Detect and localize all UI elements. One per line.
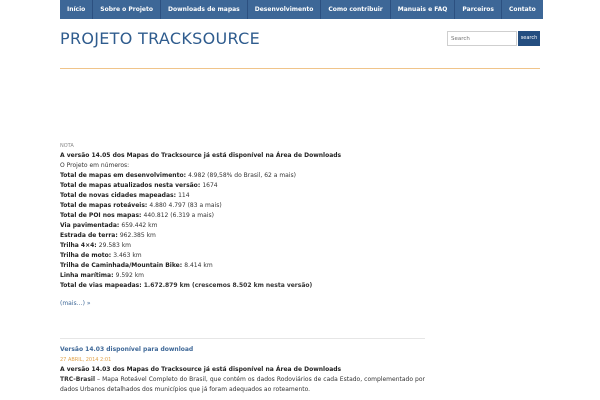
stat-value: 4.880 4.797 (83 a mais) xyxy=(149,202,222,209)
nav-item-como-contribuir[interactable]: Como contribuir xyxy=(321,0,390,19)
nav-item-contato[interactable]: Contato xyxy=(509,6,536,13)
stat-value: 1674 xyxy=(202,182,218,189)
post-trc-paragraph xyxy=(60,375,425,395)
stat-separator: : xyxy=(115,232,120,239)
stat-separator: : xyxy=(94,242,99,249)
stat-row xyxy=(60,221,425,231)
stat-row xyxy=(60,281,425,291)
stat-label: Trilha de Caminhada/Mountain Bike xyxy=(60,262,180,269)
post-lead: A versão 14.03 dos Mapas do Tracksource já está disponível na Área de Downloads xyxy=(60,366,342,373)
stat-value: 9.592 km xyxy=(115,272,145,279)
main-navigation xyxy=(60,0,543,19)
nav-item-downloads[interactable]: Downloads de mapas xyxy=(161,0,248,19)
stat-separator: : xyxy=(139,282,144,289)
stat-separator: : xyxy=(197,182,203,189)
stat-label: Trilha de moto xyxy=(60,252,109,259)
post-lead: A versão 14.05 dos Mapas do Tracksource já está disponível na Área de Downloads xyxy=(60,152,342,159)
stat-row xyxy=(60,181,425,191)
nav-item-inicio[interactable]: Início xyxy=(60,0,93,19)
stat-row xyxy=(60,271,425,281)
site-title[interactable]: PROJETO TRACKSOURCE xyxy=(60,29,260,48)
stat-value: 8.414 km xyxy=(184,262,213,269)
stat-separator: : xyxy=(116,222,122,229)
header-divider xyxy=(60,68,540,69)
stat-label: Total de mapas atualizados nesta versão xyxy=(60,182,198,189)
stat-separator: : xyxy=(111,272,116,279)
read-more-link[interactable]: (mais…) » xyxy=(60,300,91,307)
stat-value: 962.385 km xyxy=(119,232,156,239)
stat-separator: : xyxy=(179,262,185,269)
stat-label: Estrada de terra xyxy=(60,232,116,239)
stat-label: Trilha 4×4 xyxy=(60,242,95,249)
stats-list xyxy=(60,171,425,291)
stat-label: Total de mapas em desenvolvimento xyxy=(60,172,184,179)
trc-text: – Mapa Roteável Completo do Brasil, que contém os dados Rodoviários de cada Estado, complementado por dados Urbanos detalhados dos municípios que já foram adequados ao roteamento. xyxy=(60,376,425,393)
stat-row xyxy=(60,191,425,201)
stat-row xyxy=(60,241,425,251)
stat-label: Via pavimentada xyxy=(60,222,117,229)
post-category: NOTA xyxy=(60,143,74,149)
search-input[interactable] xyxy=(447,31,517,46)
stat-row xyxy=(60,211,425,221)
stat-separator: : xyxy=(144,202,150,209)
stat-separator: : xyxy=(173,192,179,199)
stat-separator: : xyxy=(108,252,114,259)
nav-item-parceiros[interactable]: Parceiros xyxy=(455,0,502,19)
post-versao-14-03 xyxy=(60,345,425,395)
stat-label: Total de novas cidades mapeadas xyxy=(60,192,174,199)
stat-row xyxy=(60,261,425,271)
post-versao-14-05 xyxy=(60,142,425,309)
stat-value: 3.463 km xyxy=(113,252,142,259)
stat-row xyxy=(60,171,425,181)
stat-separator: : xyxy=(139,212,144,219)
post-divider xyxy=(60,338,425,339)
stat-value: 1.672.879 km (crescemos 8.502 km nesta versão) xyxy=(143,282,313,289)
stat-label: Total de vias mapeadas xyxy=(60,282,140,289)
nav-item-manuais[interactable]: Manuais e FAQ xyxy=(391,0,456,19)
nav-item-desenvolvimento[interactable]: Desenvolvimento xyxy=(248,0,322,19)
search-button[interactable]: search xyxy=(518,31,540,46)
stat-row xyxy=(60,231,425,241)
post-title-link[interactable]: Versão 14.03 disponível para download xyxy=(60,346,194,353)
stat-row xyxy=(60,201,425,211)
stat-label: Linha marítima xyxy=(60,272,112,279)
stat-value: 29.583 km xyxy=(98,242,132,249)
post-date: 27 ABRIL, 2014 2:01 xyxy=(60,357,112,363)
stat-value: 114 xyxy=(178,192,190,199)
nav-item-sobre[interactable]: Sobre o Projeto xyxy=(93,0,161,19)
stat-value: 4.982 (89,58% do Brasil, 62 a mais) xyxy=(188,172,296,179)
stat-value: 659.442 km xyxy=(121,222,158,229)
trc-label: TRC-Brasil xyxy=(60,376,96,383)
stat-label: Total de POI nos mapas xyxy=(60,212,140,219)
post-intro: O Projeto em números: xyxy=(60,162,130,169)
stat-label: Total de mapas roteáveis xyxy=(60,202,145,209)
stat-row xyxy=(60,251,425,261)
stat-value: 440.812 (6.319 a mais) xyxy=(143,212,214,219)
stat-separator: : xyxy=(183,172,189,179)
